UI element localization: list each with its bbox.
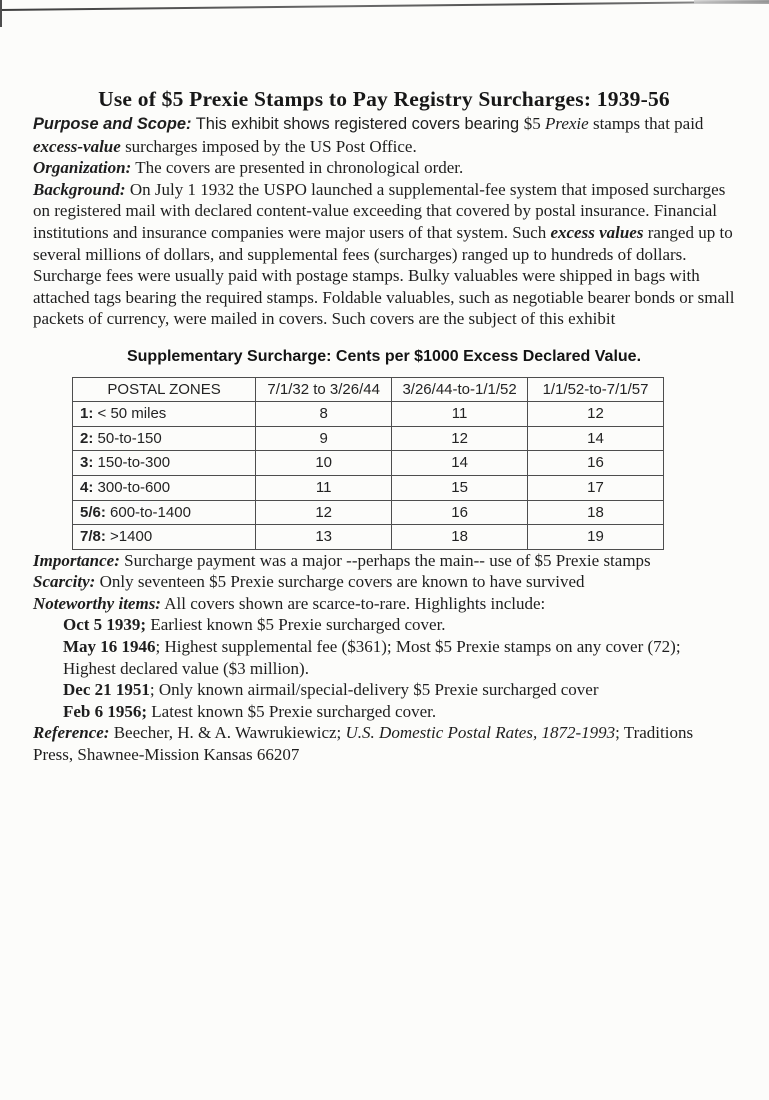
scarcity-text: Only seventeen $5 Prexie surcharge covers are known to have survived <box>95 572 585 592</box>
importance-label: Importance: <box>33 550 120 570</box>
background-paragraph <box>33 179 735 330</box>
header-period-2: 3/26/44-to-1/1/52 <box>392 377 528 402</box>
organization-label: Organization: <box>33 158 132 178</box>
background-excess-values: excess values <box>550 222 644 242</box>
table-row <box>73 500 664 525</box>
rate-cell: 9 <box>256 426 392 451</box>
zone-cell: 3: 150-to-300 <box>73 451 256 476</box>
highlight-item <box>33 636 735 679</box>
purpose-excess-value: excess-value <box>33 136 121 156</box>
highlight-item <box>33 614 735 636</box>
rate-cell: 12 <box>528 402 664 427</box>
zone-cell: 5/6: 600-to-1400 <box>73 500 256 525</box>
importance-text: Surcharge payment was a major --perhaps the main-- use of $5 Prexie stamps <box>119 550 651 570</box>
rate-cell: 13 <box>256 525 392 550</box>
scarcity-paragraph <box>33 571 735 593</box>
highlight-text: Earliest known $5 Prexie surcharged cover. <box>146 615 446 635</box>
rate-cell: 16 <box>528 451 664 476</box>
rate-cell: 12 <box>392 426 528 451</box>
rate-cell: 17 <box>528 475 664 500</box>
organization-paragraph <box>33 157 735 179</box>
purpose-tail: surcharges imposed by the US Post Office. <box>120 136 417 156</box>
zone-cell: 2: 50-to-150 <box>73 426 256 451</box>
table-row <box>73 451 664 476</box>
highlight-item <box>33 679 735 701</box>
highlight-date: May 16 1946 <box>63 637 156 657</box>
page-title: Use of $5 Prexie Stamps to Pay Registry Surcharges: 1939-56 <box>98 87 670 111</box>
background-label: Background: <box>33 179 126 199</box>
importance-paragraph <box>33 550 735 572</box>
highlight-text: ; Highest supplemental fee ($361); Most $5 Prexie stamps on any cover (72); Highest declared value ($3 million). <box>63 637 681 678</box>
rate-cell: 11 <box>256 475 392 500</box>
noteworthy-label: Noteworthy items: <box>33 593 161 613</box>
purpose-label: Purpose and Scope: <box>33 115 192 133</box>
rate-cell: 12 <box>256 500 392 525</box>
header-period-1: 7/1/32 to 3/26/44 <box>256 377 392 402</box>
table-row <box>73 475 664 500</box>
reference-cited-work: U.S. Domestic Postal Rates, 1872-1993 <box>345 723 616 743</box>
table-row <box>73 402 664 427</box>
zone-cell: 7/8: >1400 <box>73 525 256 550</box>
rate-cell: 8 <box>256 402 392 427</box>
header-postal-zones: POSTAL ZONES <box>73 377 256 402</box>
rate-cell: 18 <box>528 500 664 525</box>
background-part1: On July 1 1932 the USPO launched a supplemental-fee system that imposed surcharges on registered mail with declared content-value exceeding that covered by postal insurance. Financial institutions and insurance companies were major users of that system. Such <box>33 179 726 242</box>
purpose-prexie: Prexie <box>544 114 589 133</box>
header-period-3: 1/1/52-to-7/1/57 <box>528 377 664 402</box>
rate-cell: 16 <box>392 500 528 525</box>
document-content <box>33 0 735 766</box>
scan-corner-mark <box>0 0 2 27</box>
rate-cell: 14 <box>528 426 664 451</box>
rate-cell: 15 <box>392 475 528 500</box>
noteworthy-text: All covers shown are scarce-to-rare. Highlights include: <box>160 593 546 613</box>
table-row <box>73 525 664 550</box>
noteworthy-paragraph <box>33 593 735 615</box>
rate-cell: 18 <box>392 525 528 550</box>
rate-cell: 11 <box>392 402 528 427</box>
purpose-paragraph <box>33 113 735 157</box>
surcharge-rate-table <box>72 377 664 550</box>
table-title: Supplementary Surcharge: Cents per $1000 Excess Declared Value. <box>126 347 642 365</box>
purpose-mid: stamps that paid <box>588 114 704 133</box>
reference-paragraph <box>33 722 735 765</box>
zone-cell: 1: < 50 miles <box>73 402 256 427</box>
purpose-lead: This exhibit shows registered covers bearing <box>191 115 524 133</box>
table-header-row <box>73 377 664 402</box>
reference-label: Reference: <box>33 723 110 743</box>
organization-text: The covers are presented in chronological order. <box>131 158 464 178</box>
rate-cell: 14 <box>392 451 528 476</box>
rate-cell: 19 <box>528 525 664 550</box>
highlight-text: Latest known $5 Prexie surcharged cover. <box>147 701 437 721</box>
reference-authors: Beecher, H. & A. Wawrukiewicz; <box>109 723 346 743</box>
highlight-date: Oct 5 1939; <box>63 615 147 635</box>
highlight-text: ; Only known airmail/special-delivery $5 Prexie surcharged cover <box>149 680 599 700</box>
zone-cell: 4: 300-to-600 <box>73 475 256 500</box>
reference-publisher: ; Traditions Press, Shawnee-Mission Kansas 66207 <box>33 723 694 765</box>
table-row <box>73 426 664 451</box>
highlight-date: Feb 6 1956; <box>63 701 148 721</box>
rate-cell: 10 <box>256 451 392 476</box>
highlight-date: Dec 21 1951 <box>63 680 150 700</box>
purpose-amount: $5 <box>523 114 545 133</box>
scarcity-label: Scarcity: <box>33 572 96 592</box>
background-part2: ranged up to several millions of dollars, and supplemental fees (surcharges) ranged up to hundreds of dollars. Surcharge fees were usually paid with postage stamps. Bulky valuables were shipped in bags with attached tags bearing the required stamps. Foldable valuables, such as negotiable bearer bonds or small packets of currency, were mailed in covers. Such covers are the subject of this exhibit <box>33 222 735 329</box>
highlight-item <box>33 701 735 723</box>
